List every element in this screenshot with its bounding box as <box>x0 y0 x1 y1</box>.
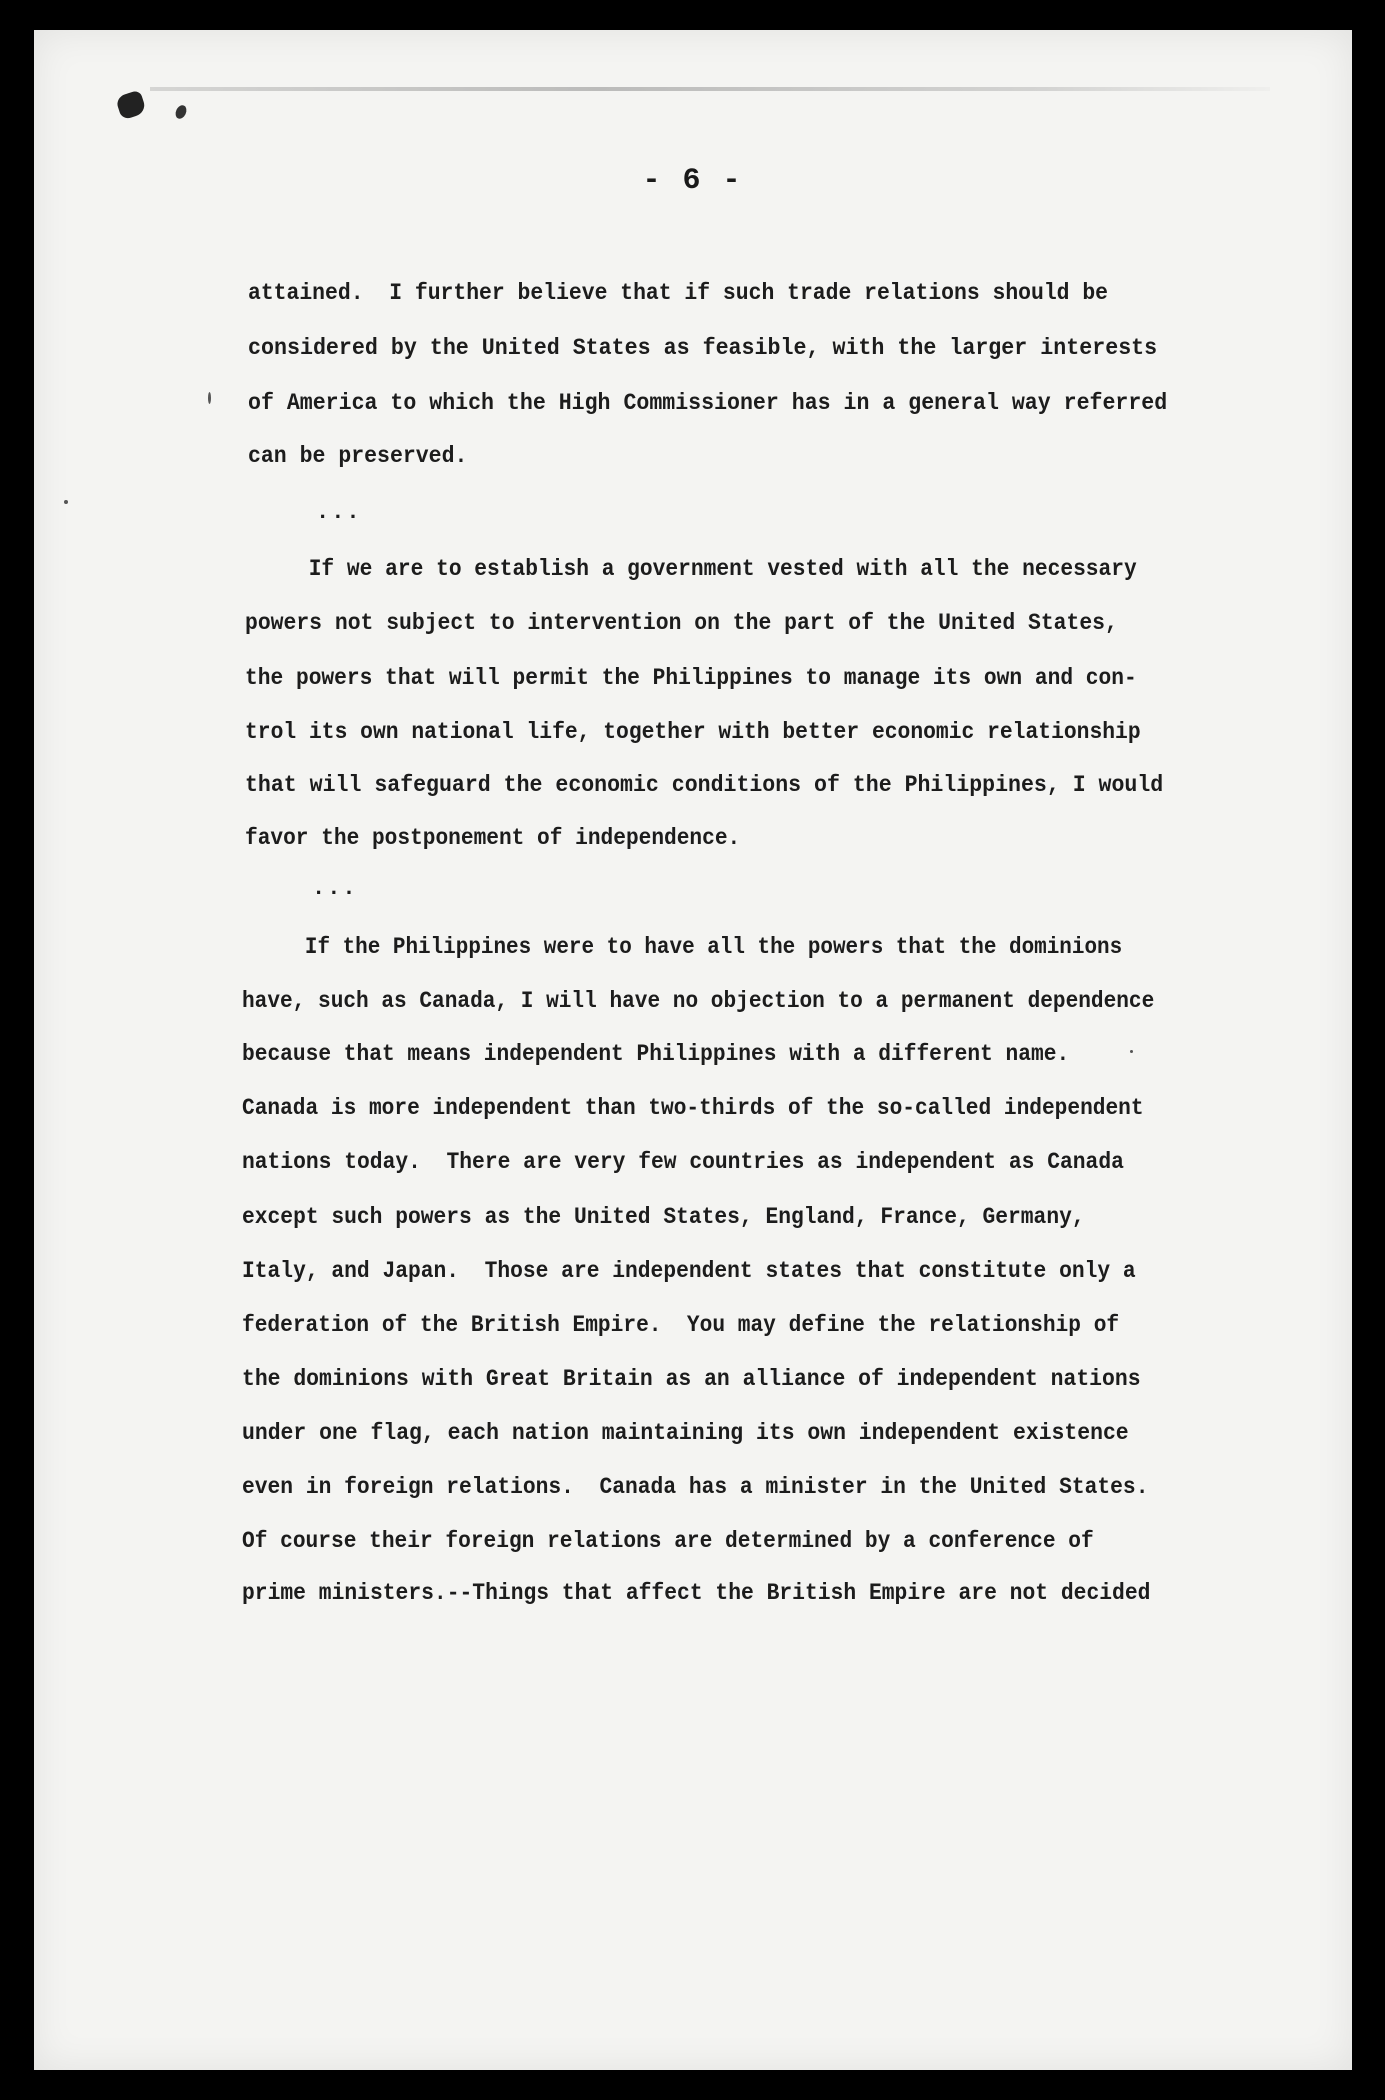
paragraph-2 <box>245 556 1164 851</box>
margin-speck <box>1130 1050 1133 1053</box>
paragraph-3 <box>242 934 1155 1606</box>
text-line: except such powers as the United States, England, France, Germany, <box>242 1204 1085 1230</box>
text-line: favor the postponement of independence. <box>245 825 741 851</box>
text-line: If we are to establish a government vested with all the necessary <box>245 556 1137 582</box>
ellipsis: ... <box>312 876 358 901</box>
text-line: considered by the United States as feasible, with the larger interests <box>248 335 1158 361</box>
text-line: of America to which the High Commissioner has in a general way referred <box>248 390 1168 416</box>
text-line: Italy, and Japan. Those are independent states that constitute only a <box>242 1258 1136 1284</box>
text-line: Of course their foreign relations are determined by a conference of <box>242 1528 1094 1554</box>
text-line: even in foreign relations. Canada has a minister in the United States. <box>242 1474 1149 1500</box>
margin-speck <box>64 500 68 504</box>
page-number: - 6 - <box>642 164 743 198</box>
text-line: have, such as Canada, I will have no objection to a permanent dependence <box>242 988 1155 1014</box>
text-line: Canada is more independent than two-thirds of the so-called independent <box>242 1095 1144 1121</box>
text-line: under one flag, each nation maintaining its own independent existence <box>242 1420 1129 1446</box>
margin-speck <box>208 392 211 404</box>
text-line: prime ministers.--Things that affect the British Empire are not decided <box>242 1580 1151 1606</box>
ellipsis: ... <box>316 500 362 525</box>
text-line: powers not subject to intervention on the part of the United States, <box>245 610 1118 636</box>
scan-edge-line <box>150 87 1270 91</box>
text-line: nations today. There are very few countries as independent as Canada <box>242 1149 1124 1175</box>
text-line: trol its own national life, together with better economic relationship <box>245 719 1141 745</box>
text-line: can be preserved. <box>248 443 468 469</box>
text-line: the dominions with Great Britain as an alliance of independent nations <box>242 1366 1141 1392</box>
text-line: federation of the British Empire. You may define the relationship of <box>242 1312 1120 1338</box>
text-line: because that means independent Philippines with a different name. <box>242 1041 1070 1067</box>
text-line: that will safeguard the economic conditions of the Philippines, I would <box>245 772 1164 798</box>
text-line: attained. I further believe that if such trade relations should be <box>248 280 1109 306</box>
paragraph-1 <box>248 280 1168 469</box>
text-line: the powers that will permit the Philippines to manage its own and con- <box>245 665 1137 691</box>
text-line: If the Philippines were to have all the powers that the dominions <box>242 934 1123 960</box>
